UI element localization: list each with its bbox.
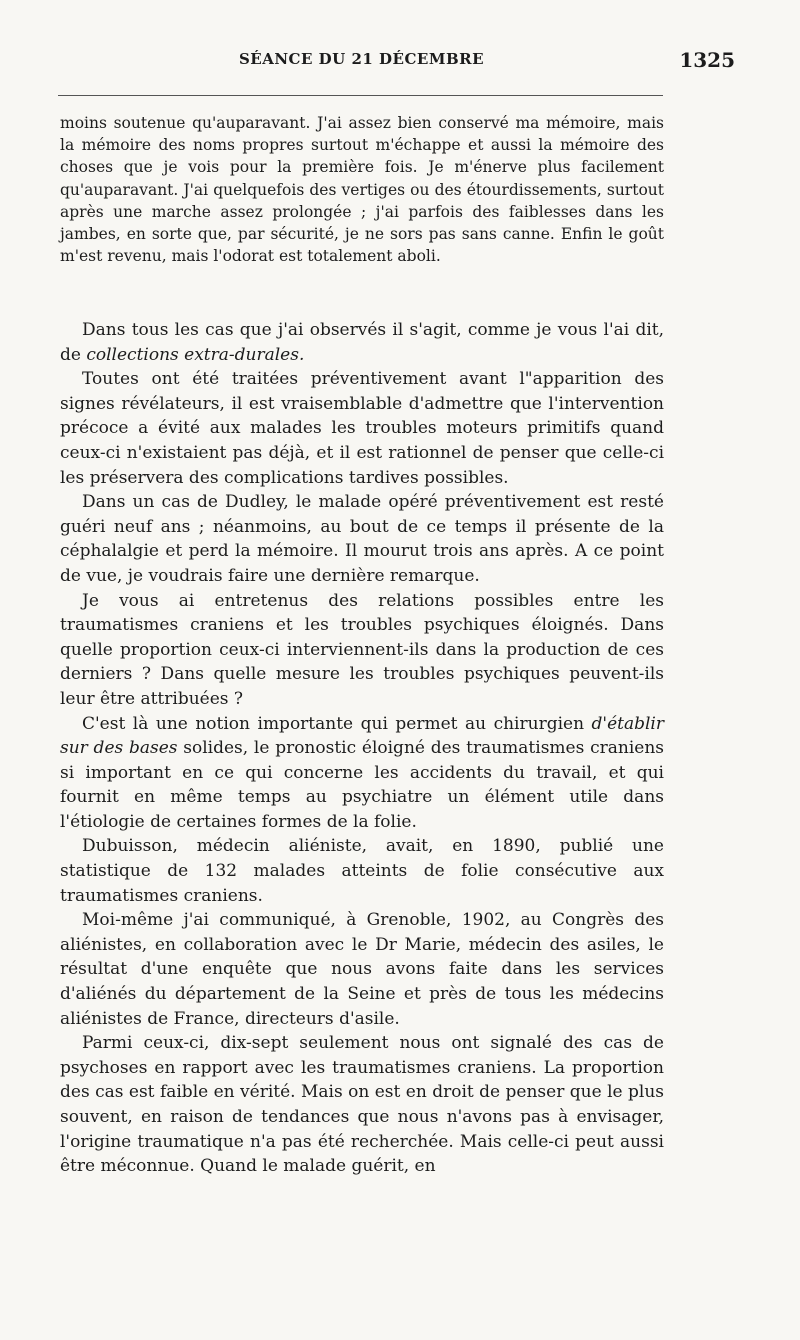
paragraph-1 xyxy=(60,318,664,367)
paragraph-2: Toutes ont été traitées préventivement avant l"apparition des signes révélateurs, il est vraisemblable d'admettre que l'intervention précoce a évité aux malades les troubles moteurs primitifs quand ceux-ci n'existaient pas déjà, et il est rationnel de penser que celle-ci les préservera des complications tardives possibles. xyxy=(60,369,664,488)
paragraph-3: Dans un cas de Dudley, le malade opéré préventivement est resté guéri neuf ans ; néanmoins, au bout de ce temps il présente de la céphalalgie et perd la mémoire. Il mourut trois ans après. A ce point de vue, je voudrais faire une dernière remarque. xyxy=(60,492,664,586)
paragraph-4: Je vous ai entretenus des relations possibles entre les traumatismes craniens et les troubles psychiques éloignés. Dans quelle proportion ceux-ci interviennent-ils dans la production de ces derniers ? Dans quelle mesure les troubles psychiques peuvent-ils leur être attribuées ? xyxy=(60,590,664,709)
main-text xyxy=(60,318,664,1179)
p1-text: Dans tous les cas que j'ai observés il s'agit, comme je vous l'ai dit, de xyxy=(60,320,664,365)
header-rule xyxy=(58,95,663,96)
p1-emphasis: collections extra-durales. xyxy=(86,344,305,365)
p5-emphasis: d'établir sur des bases xyxy=(60,713,664,759)
paragraph-6: Dubuisson, médecin aliéniste, avait, en 1890, publié une statistique de 132 malades atteints de folie consécutive aux traumatismes craniens. xyxy=(60,836,664,906)
paragraph-8: Parmi ceux-ci, dix-sept seulement nous ont signalé des cas de psychoses en rapport avec les traumatismes craniens. La proportion des cas est faible en vérité. Mais on est en droit de penser que le plus souvent, en raison de tendances que nous n'avons pas à envisager, l'origine traumatique n'a pas été recherchée. Mais celle-ci peut aussi être méconnue. Quand le malade guérit, en xyxy=(60,1033,664,1177)
header-title: SÉANCE DU 21 DÉCEMBRE xyxy=(238,50,485,68)
paragraph-7: Moi-même j'ai communiqué, à Grenoble, 1902, au Congrès des aliénistes, en collaboration avec le Dr Marie, médecin des asiles, le résultat d'une enquête que nous avons faite dans les services d'aliénés du département de la Seine et près de tous les médecins aliénistes de France, directeurs d'asile. xyxy=(60,910,664,1029)
page-number: 1325 xyxy=(679,48,735,72)
p5-text-before: C'est là une notion importante qui permet au chirurgien xyxy=(82,713,592,734)
paragraph-5 xyxy=(60,712,664,835)
patient-quote: moins soutenue qu'auparavant. J'ai assez bien conservé ma mémoire, mais la mémoire des noms propres surtout m'échappe et aussi la mémoire des choses que je vois pour la première fois. Je m'énerve plus facilement qu'auparavant. J'ai quelquefois des vertiges ou des étourdissements, surtout après une marche assez prolongée ; j'ai parfois des faiblesses dans les jambes, en sorte que, par sécurité, je ne sors pas sans canne. Enfin le goût m'est revenu, mais l'odorat est totalement aboli. xyxy=(60,114,664,266)
running-header xyxy=(58,48,735,80)
p5-text-after: solides, le pronostic éloigné des traumatismes craniens si important en ce qui concerne les accidents du travail, et qui fournit en même temps au psychiatre un élément utile dans l'étiologie de certaines formes de la folie. xyxy=(60,738,664,832)
